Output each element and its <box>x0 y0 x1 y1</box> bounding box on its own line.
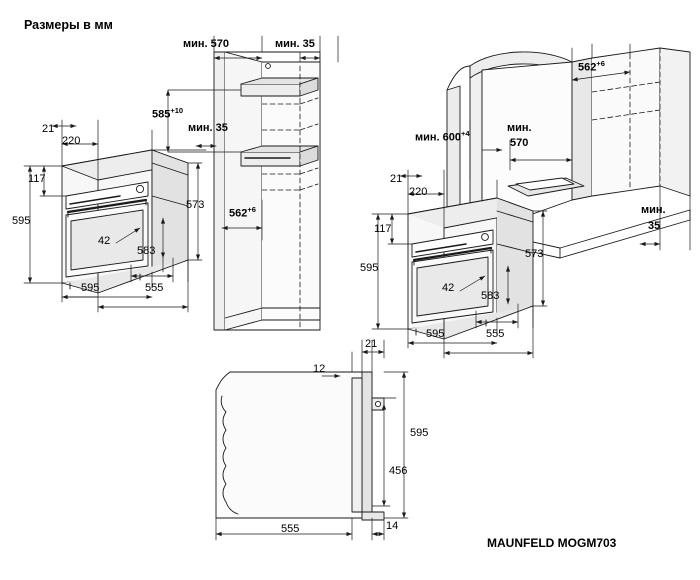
dim-label-42-right: 42 <box>442 282 455 294</box>
page-title: Размеры в мм <box>24 18 113 32</box>
dim-label-573-right: 573 <box>525 248 544 260</box>
dim-label-595-side: 595 <box>410 427 429 439</box>
dim-label-585-cabinet: $585^{+10}$ <box>152 106 184 121</box>
dim-label-42-left: 42 <box>98 235 111 247</box>
dim-label-220-right: 220 <box>409 186 428 198</box>
dim-label-595-horizontal-left: 595 <box>81 282 100 294</box>
oven-side-section <box>216 372 384 520</box>
dim-label-117-right: 117 <box>374 223 392 235</box>
oven-front-right-body <box>408 198 533 339</box>
dim-label-555-side: 555 <box>281 523 300 535</box>
dim-label-595-vertical-right: 595 <box>360 262 379 274</box>
dim-label-12-side: 12 <box>313 363 326 375</box>
dim-label-min600-cabinet-right: мин. $600^{+4}$ <box>415 129 470 144</box>
dim-label-35-right-edge: 35 <box>648 220 661 232</box>
dim-label-min35-mid-cabinet: мин. 35 <box>188 122 228 134</box>
dim-label-min35-top-cabinet: мин. 35 <box>275 38 315 50</box>
dim-label-562-cabinet-right: $562^{+6}$ <box>578 59 605 74</box>
dim-label-14-side: 14 <box>386 520 399 532</box>
dim-label-583-left: 583 <box>137 245 156 257</box>
dim-label-583-right: 583 <box>481 290 500 302</box>
dim-label-117-left: 117 <box>28 173 46 185</box>
dim-label-595-horizontal-right: 595 <box>426 328 445 340</box>
dim-label-21-side: 21 <box>365 338 378 350</box>
dim-label-555-left: 555 <box>145 282 164 294</box>
dim-label-min570-cabinet: мин. 570 <box>183 38 230 50</box>
dim-label-21-right: 21 <box>390 173 403 185</box>
dim-label-595-vertical-left: 595 <box>12 215 31 227</box>
dim-label-21-left: 21 <box>42 123 55 135</box>
model-label: MAUNFELD MOGM703 <box>487 536 617 550</box>
dim-label-573-left: 573 <box>186 199 205 211</box>
oven-front-left-body <box>62 150 188 293</box>
dim-label-570-cabinet-right: 570 <box>510 137 529 149</box>
dim-label-562-cabinet: $562^{+6}$ <box>229 205 256 220</box>
dim-label-456-side: 456 <box>389 465 408 477</box>
dim-label-555-right: 555 <box>486 328 505 340</box>
dim-label-min-right-edge: мин. <box>641 204 666 216</box>
dim-label-220-left: 220 <box>62 135 81 147</box>
dim-label-min-cabinet-right: мин. <box>507 122 532 134</box>
cabinet-niche <box>214 52 320 330</box>
